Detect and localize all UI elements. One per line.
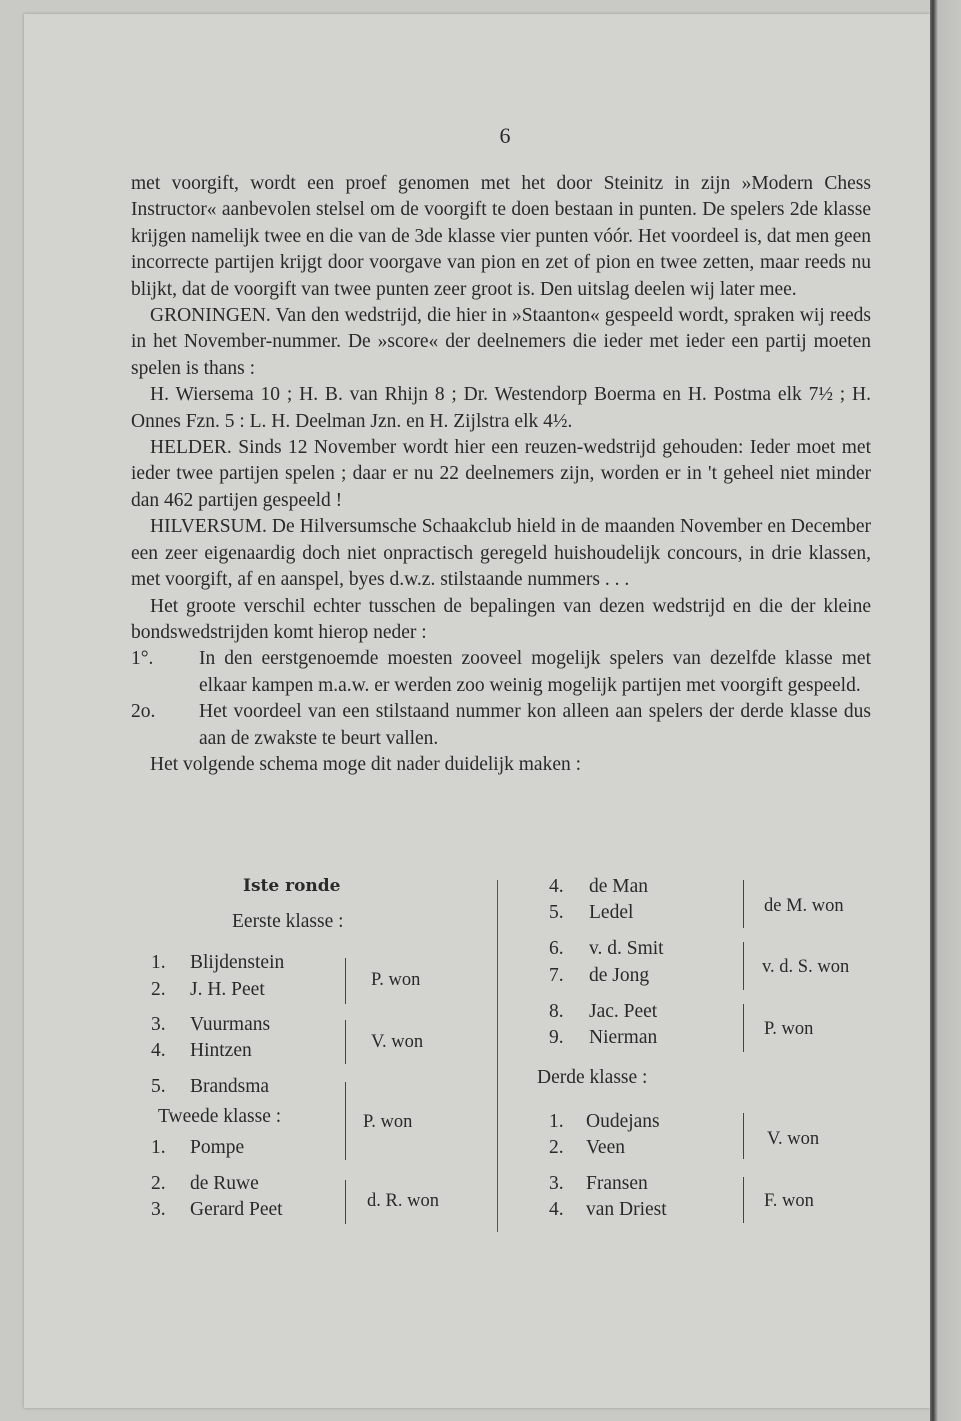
pairing-brace — [345, 1180, 346, 1224]
place-heading: HELDER. — [150, 437, 232, 459]
player-number: 2. — [151, 979, 166, 1000]
player-name: Fransen — [586, 1173, 648, 1194]
schema-heading: Iste ronde — [243, 876, 341, 896]
pairing-brace — [743, 1004, 744, 1052]
player-number: 2. — [549, 1137, 564, 1158]
player-number: 9. — [549, 1027, 564, 1048]
paragraph: H. Wiersema 10 ; H. B. van Rhijn 8 ; Dr. Westendorp Boerma en H. Postma elk 7½ ; H. Onnes Fzn. 5 : L. H. Deelman Jzn. en H. Zijlstra elk 4½. — [131, 384, 871, 432]
pairing-brace — [345, 1082, 346, 1160]
page-number: 6 — [499, 123, 511, 148]
player-number: 2. — [151, 1173, 166, 1194]
player-number: 3. — [151, 1014, 166, 1035]
column-divider — [497, 880, 498, 1232]
player-number: 5. — [549, 902, 564, 923]
player-number: 1. — [549, 1111, 564, 1132]
player-number: 3. — [549, 1173, 564, 1194]
result: V. won — [371, 1032, 424, 1052]
player-number: 1. — [151, 952, 166, 973]
class-label: Derde klasse : — [537, 1067, 648, 1088]
player-name: Jac. Peet — [589, 1001, 658, 1022]
result: de M. won — [764, 896, 844, 916]
place-heading: HILVERSUM. — [150, 516, 267, 538]
paragraph: Het volgende schema moge dit nader duidelijk maken : — [150, 753, 582, 775]
player-name: de Man — [589, 876, 649, 897]
player-name: Vuurmans — [190, 1014, 271, 1035]
player-number: 8. — [549, 1001, 564, 1022]
player-name: Veen — [586, 1137, 625, 1158]
result: v. d. S. won — [762, 957, 850, 977]
place-heading: GRONINGEN. — [150, 305, 271, 327]
result: V. won — [767, 1129, 820, 1149]
paragraph: Het groote verschil echter tusschen de bepalingen van dezen wedstrijd en die der kleine bondswedstrijden komt hierop neder : — [131, 595, 871, 643]
player-name: J. H. Peet — [190, 979, 265, 1000]
pairing-brace — [743, 880, 744, 928]
paragraph: GRONINGEN. Van den wedstrijd, die hier in »Staanton« gespeeld wordt, spraken wij reeds in het November-nummer. De »score« der deelnemers die ieder met ieder een partij moeten spelen is thans : — [131, 305, 871, 379]
player-name: de Ruwe — [190, 1173, 259, 1194]
player-number: 1. — [151, 1137, 166, 1158]
paragraph: HELDER. Sinds 12 November wordt hier een reuzen-wedstrijd gehouden: Ieder moet met ieder twee partijen spelen ; daar er nu 22 deelnemers zijn, worden er in 't geheel niet minder dan 462 partijen gespeeld ! — [131, 437, 872, 511]
binding-edge — [930, 0, 961, 1421]
player-number: 7. — [549, 965, 564, 986]
pairing-brace — [743, 1177, 744, 1223]
class-label: Eerste klasse : — [232, 911, 344, 932]
player-number: 3. — [151, 1199, 166, 1220]
player-name: Ledel — [589, 902, 634, 923]
result: P. won — [764, 1019, 814, 1039]
body-text — [131, 171, 871, 778]
pairing-brace — [743, 942, 744, 990]
player-name: Blijdenstein — [190, 952, 285, 973]
result: P. won — [371, 970, 421, 990]
player-number: 4. — [549, 1199, 564, 1220]
player-name: de Jong — [589, 965, 650, 986]
player-name: Pompe — [190, 1137, 245, 1158]
result: d. R. won — [367, 1191, 439, 1211]
pairing-brace — [743, 1113, 744, 1159]
result: P. won — [363, 1112, 413, 1132]
player-number: 5. — [151, 1076, 166, 1097]
class-label: Tweede klasse : — [158, 1106, 282, 1127]
player-name: Gerard Peet — [190, 1199, 283, 1220]
pairing-brace — [345, 958, 346, 1004]
player-name: Hintzen — [190, 1040, 252, 1061]
player-name: Nierman — [589, 1027, 658, 1048]
paragraph: HILVERSUM. De Hilversumsche Schaakclub hield in de maanden November en December een zeer eigenaardig doch niet onpractisch geregeld huishoudelijk concours, in drie klassen, met voorgift, af en aanspel, byes d.w.z. stilstaande nummers . . . — [131, 516, 871, 591]
player-name: Oudejans — [586, 1111, 660, 1132]
player-number: 4. — [151, 1040, 166, 1061]
player-number: 4. — [549, 876, 564, 897]
result: F. won — [764, 1191, 814, 1211]
player-number: 6. — [549, 938, 564, 959]
numbered-item: 1°. In den eerstgenoemde moesten zooveel mogelijk spelers van dezelfde klasse met elkaar kampen m.a.w. er werden zoo weinig mogelijk partijen met voorgift gespeeld. — [131, 648, 871, 696]
paragraph: met voorgift, wordt een proef genomen met het door Steinitz in zijn »Modern Chess Instructor« aanbevolen stelsel om de voorgift te doen bestaan in punten. De spelers 2de klasse krijgen namelijk twee en die van de 3de klasse vier punten vóór. Het voordeel is, dat men geen incorrecte partijen krijgt door voorgave van pion en zet of pion en twee zetten, maar reeds nu blijkt, dat de voorgift van twee punten zeer groot is. Den uitslag deelen wij later mee. — [131, 173, 871, 300]
numbered-item: 2o. Het voordeel van een stilstaand nummer kon alleen aan spelers der derde klasse dus aan de zwakste te beurt vallen. — [131, 701, 871, 749]
pairing-brace — [345, 1020, 346, 1064]
player-name: v. d. Smit — [589, 938, 664, 959]
player-name: van Driest — [586, 1199, 667, 1220]
player-name: Brandsma — [190, 1076, 270, 1097]
